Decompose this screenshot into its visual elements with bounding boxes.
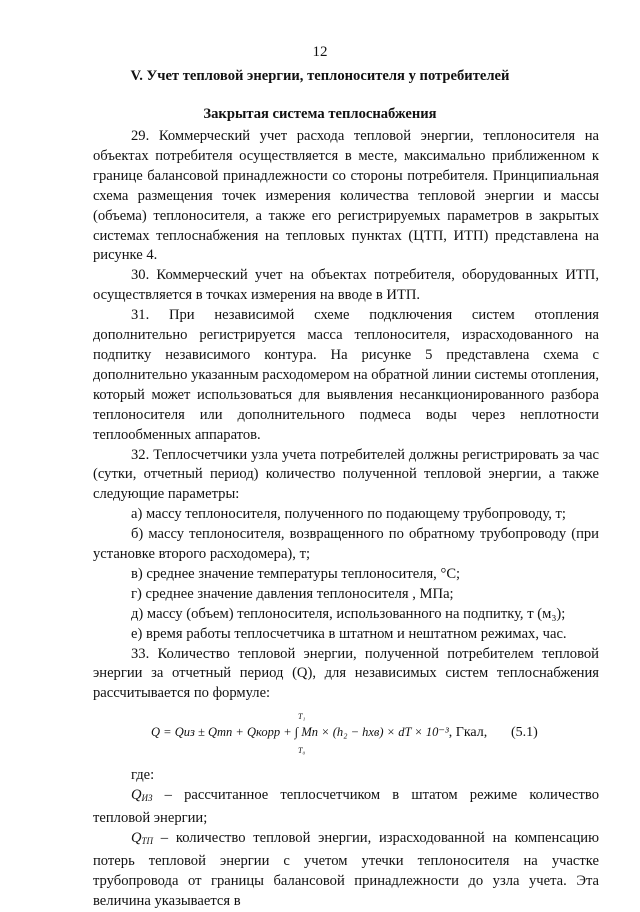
symbol-q: Q	[131, 830, 142, 846]
definition-q-iz	[93, 786, 599, 829]
formula-expression-text: Q = Qиз ± Qтп + Qкорр + ∫ Mп × (h₂ − hхв) × dT × 10⁻³	[151, 725, 449, 740]
definition-text: – рассчитанное теплосчетчиком в штатом режиме количество тепловой энергии;	[93, 787, 599, 827]
formula-unit: , Гкал,	[448, 725, 488, 741]
formula-number: (5.1)	[511, 725, 538, 741]
definition-q-tp	[93, 829, 599, 912]
formula-expression	[151, 723, 487, 743]
section-title: V. Учет тепловой энергии, теплоносителя у потребителей	[130, 68, 510, 84]
list-item-d: г) среднее значение давления теплоносителя , МПа;	[131, 585, 454, 602]
paragraph-29: 29. Коммерческий учет расхода тепловой энергии, теплоносителя на объектах потребителя осуществляется в месте, максимально приближенном к границе балансовой принадлежности со стороны потребителя. Принципиальная схема размещения точек измерения количества тепловой энергии и массы (объема) теплоносителя, а также его регистрируемых параметров в закрытых системах теплоснабжения на тепловых пунктах (ЦТП, ИТП) представлена на рисунке 4.	[93, 128, 599, 264]
paragraph-33: 33. Количество тепловой энергии, полученной потребителем тепловой энергии за отчетный период (Q), для независимых систем теплоснабжения рассчитывается по формуле:	[93, 645, 599, 702]
list-item-f: е) время работы теплосчетчика в штатном и нештатном режимах, час.	[131, 625, 567, 642]
integral-lower-limit: T₀	[298, 746, 306, 756]
where-label: где:	[131, 767, 155, 784]
paragraph-30: 30. Коммерческий учет на объектах потребителя, оборудованных ИТП, осуществляется в точках измерения на вводе в ИТП.	[93, 267, 599, 304]
symbol-subscript: ТП	[141, 836, 154, 846]
paragraph-31: 31. При независимой схеме подключения систем отопления дополнительно регистрируется масса теплоносителя, израсходованного на подпитку независимого контура. На рисунке 5 представлена схема с дополнительно указанным расходомером на обратной линии системы отопления, который может использоваться для выявления несанкционированного разбора теплоносителя или дополнительного подмеса воды через неплотности теплообменных аппаратов.	[93, 307, 599, 443]
page-number: 12	[312, 44, 328, 60]
integral-upper-limit: T₁	[298, 712, 306, 722]
list-item-a: а) массу теплоносителя, полученного по подающему трубопроводу, т;	[131, 506, 566, 523]
list-item-b: б) массу теплоносителя, возвращенного по обратному трубопроводу (при установке второго расходомера), т;	[93, 526, 599, 563]
symbol-subscript: ИЗ	[141, 793, 153, 804]
definition-text: – количество тепловой энергии, израсходованной на компенсацию потерь тепловой энергии с учетом утечки теплоносителя на участке трубопровода от границы балансовой принадлежности до узла учета. Эта величина указывается в	[93, 830, 599, 909]
symbol-q: Q	[131, 787, 142, 804]
list-item-c: в) среднее значение температуры теплоносителя, °С;	[131, 565, 461, 582]
formula-5-1	[93, 704, 599, 764]
subsection-title: Закрытая система теплоснабжения	[203, 106, 437, 122]
paragraph-32: 32. Теплосчетчики узла учета потребителей должны регистрировать за час (сутки, отчетный период) количество полученной тепловой энергии, а также следующие параметры:	[93, 446, 599, 503]
document-body	[93, 127, 599, 912]
list-item-e: д) массу (объем) теплоносителя, использованного на подпитку, т (м₃);	[131, 605, 566, 622]
